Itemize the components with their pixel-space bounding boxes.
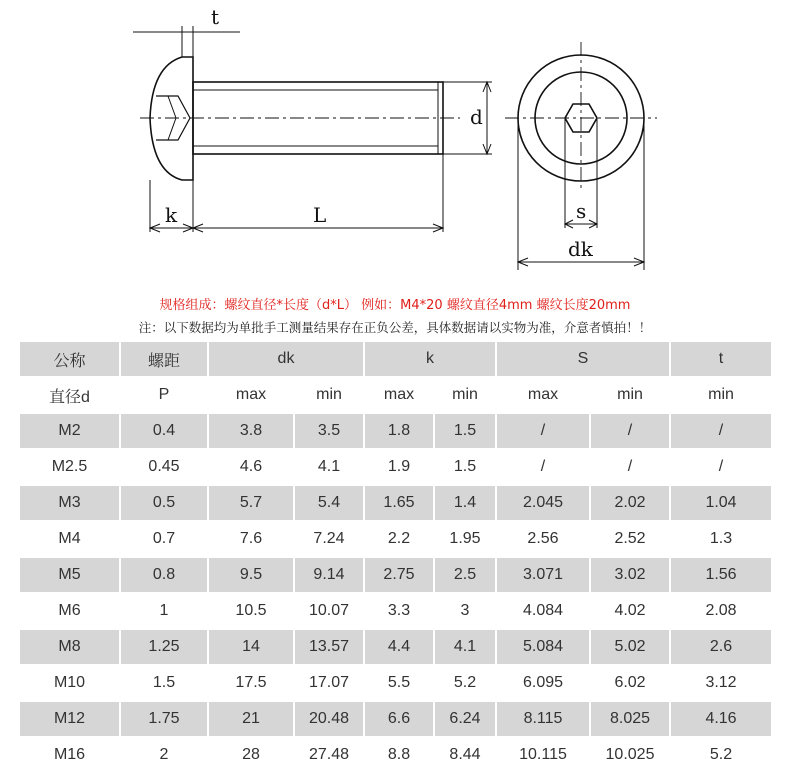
table-cell: /	[670, 449, 771, 485]
table-cell: 28	[208, 737, 294, 773]
table-row	[20, 737, 771, 773]
table-cell: 4.4	[364, 629, 434, 665]
table-cell: M12	[20, 701, 120, 737]
table-cell: 3.12	[670, 665, 771, 701]
table-cell: 4.6	[208, 449, 294, 485]
table-cell: 10.115	[496, 737, 590, 773]
table-cell: 1.5	[434, 449, 496, 485]
table-cell: 17.5	[208, 665, 294, 701]
table-cell: 3.8	[208, 413, 294, 449]
table-row	[20, 665, 771, 701]
header-nominal: 公称	[20, 342, 120, 377]
table-cell: 1.75	[120, 701, 208, 737]
header-row-1	[20, 342, 771, 377]
table-cell: 4.1	[434, 629, 496, 665]
header-cell: min	[294, 377, 364, 413]
table-cell: 10.025	[590, 737, 670, 773]
header-s: S	[496, 342, 670, 377]
table-cell: 3.3	[364, 593, 434, 629]
label-k: k	[165, 203, 178, 227]
header-cell: min	[670, 377, 771, 413]
table-cell: /	[590, 413, 670, 449]
table-cell: 5.2	[670, 737, 771, 773]
table-row	[20, 557, 771, 593]
table-cell: 2.02	[590, 485, 670, 521]
table-cell: /	[496, 413, 590, 449]
table-cell: 1.65	[364, 485, 434, 521]
table-cell: 8.025	[590, 701, 670, 737]
table-cell: 7.24	[294, 521, 364, 557]
table-cell: 0.7	[120, 521, 208, 557]
table-cell: 3.071	[496, 557, 590, 593]
table-cell: 4.1	[294, 449, 364, 485]
table-cell: 1.5	[434, 413, 496, 449]
table-row	[20, 413, 771, 449]
table-cell: 14	[208, 629, 294, 665]
table-cell: 5.2	[434, 665, 496, 701]
table-cell: 0.45	[120, 449, 208, 485]
table-cell: 21	[208, 701, 294, 737]
label-d: d	[470, 105, 483, 129]
header-k: k	[364, 342, 496, 377]
header-cell: max	[496, 377, 590, 413]
table-cell: 5.4	[294, 485, 364, 521]
table-cell: 1.95	[434, 521, 496, 557]
table-cell: 6.095	[496, 665, 590, 701]
table-cell: 4.16	[670, 701, 771, 737]
table-cell: 6.6	[364, 701, 434, 737]
table-cell: 8.115	[496, 701, 590, 737]
table-cell: M8	[20, 629, 120, 665]
table-cell: M16	[20, 737, 120, 773]
table-row	[20, 449, 771, 485]
header-pitch: 螺距	[120, 342, 208, 377]
table-cell: 1.56	[670, 557, 771, 593]
table-row	[20, 485, 771, 521]
table-cell: 17.07	[294, 665, 364, 701]
table-cell: 10.5	[208, 593, 294, 629]
table-cell: M3	[20, 485, 120, 521]
label-t: t	[211, 5, 220, 29]
table-cell: /	[590, 449, 670, 485]
bolt-technical-drawing	[0, 0, 790, 285]
header-cell: max	[364, 377, 434, 413]
table-cell: M2.5	[20, 449, 120, 485]
header-cell: min	[590, 377, 670, 413]
bolt-head-outline	[150, 57, 193, 180]
label-L: L	[313, 203, 327, 227]
table-cell: 1.8	[364, 413, 434, 449]
table-row	[20, 521, 771, 557]
table-cell: 2.2	[364, 521, 434, 557]
spec-format-title: 规格组成：螺纹直径*长度（d*L） 例如：M4*20 螺纹直径4mm 螺纹长度20mm	[159, 298, 631, 313]
table-cell: M5	[20, 557, 120, 593]
table-cell: 2.045	[496, 485, 590, 521]
table-cell: M4	[20, 521, 120, 557]
table-cell: 1.5	[120, 665, 208, 701]
table-cell: 1.25	[120, 629, 208, 665]
table-cell: 1.9	[364, 449, 434, 485]
table-cell: 1.04	[670, 485, 771, 521]
table-cell: 20.48	[294, 701, 364, 737]
table-row	[20, 593, 771, 629]
table-cell: 3	[434, 593, 496, 629]
table-cell: 4.084	[496, 593, 590, 629]
header-dk: dk	[208, 342, 364, 377]
table-cell: 10.07	[294, 593, 364, 629]
table-cell: 5.5	[364, 665, 434, 701]
table-cell: 3.02	[590, 557, 670, 593]
table-row	[20, 629, 771, 665]
table-cell: 5.7	[208, 485, 294, 521]
spec-table	[20, 342, 771, 774]
table-cell: 9.14	[294, 557, 364, 593]
measurement-note: 注：以下数据均为单批手工测量结果存在正负公差，具体数据请以实物为准，介意者慎拍！！	[138, 320, 652, 335]
table-cell: 6.24	[434, 701, 496, 737]
table-cell: 2.6	[670, 629, 771, 665]
table-cell: 2.08	[670, 593, 771, 629]
header-cell: 直径d	[20, 377, 120, 413]
table-cell: 6.02	[590, 665, 670, 701]
table-row	[20, 701, 771, 737]
table-cell: 13.57	[294, 629, 364, 665]
table-cell: /	[496, 449, 590, 485]
header-cell: max	[208, 377, 294, 413]
table-cell: 2.5	[434, 557, 496, 593]
table-cell: 9.5	[208, 557, 294, 593]
table-cell: 8.8	[364, 737, 434, 773]
table-cell: M2	[20, 413, 120, 449]
table-cell: 2.52	[590, 521, 670, 557]
table-cell: 27.48	[294, 737, 364, 773]
table-cell: 0.5	[120, 485, 208, 521]
table-cell: /	[670, 413, 771, 449]
table-cell: 0.4	[120, 413, 208, 449]
table-cell: 2.75	[364, 557, 434, 593]
table-cell: 2	[120, 737, 208, 773]
table-cell: M10	[20, 665, 120, 701]
header-row-2	[20, 377, 771, 413]
table-cell: 5.02	[590, 629, 670, 665]
table-cell: M6	[20, 593, 120, 629]
table-cell: 3.5	[294, 413, 364, 449]
table-cell: 2.56	[496, 521, 590, 557]
table-cell: 8.44	[434, 737, 496, 773]
table-cell: 1.4	[434, 485, 496, 521]
table-cell: 4.02	[590, 593, 670, 629]
label-s: s	[576, 199, 587, 223]
label-dk: dk	[568, 237, 593, 261]
header-cell: P	[120, 377, 208, 413]
table-cell: 1.3	[670, 521, 771, 557]
table-cell: 5.084	[496, 629, 590, 665]
table-cell: 0.8	[120, 557, 208, 593]
table-cell: 7.6	[208, 521, 294, 557]
header-cell: min	[434, 377, 496, 413]
table-cell: 1	[120, 593, 208, 629]
header-t: t	[670, 342, 771, 377]
